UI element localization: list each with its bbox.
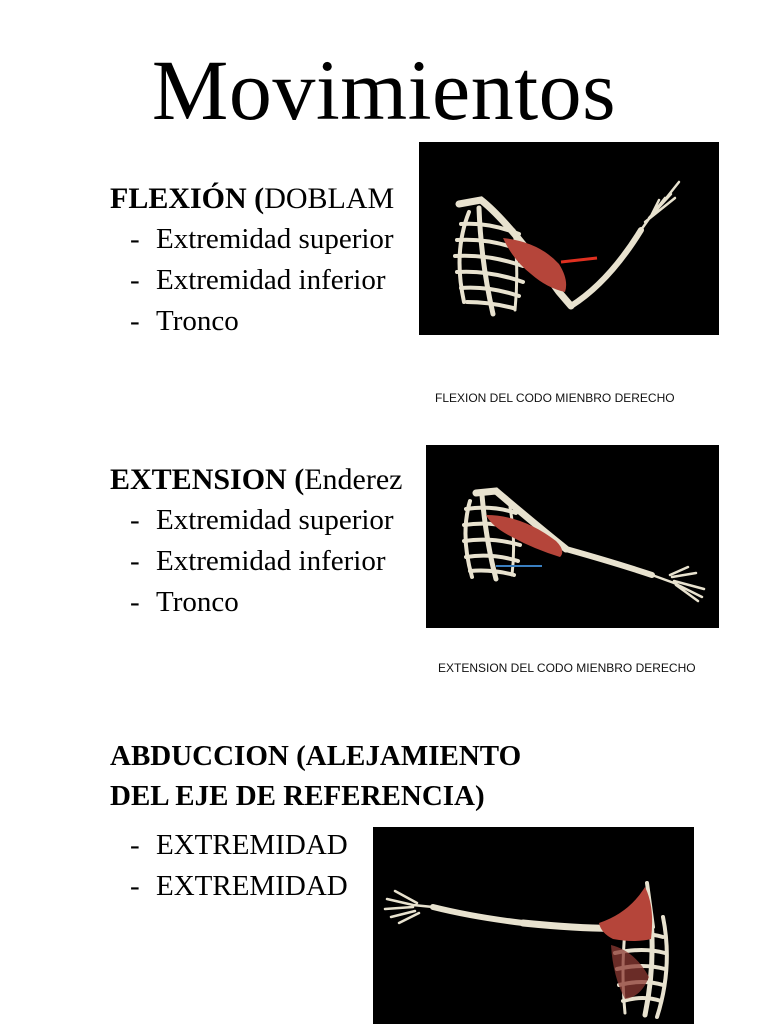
skeleton-arm-abduction-illustration: [373, 827, 694, 1024]
list-marker: -: [130, 870, 140, 902]
list-item: - Extremidad superior: [130, 219, 394, 260]
list-item: - Extremidad inferior: [130, 260, 394, 301]
list-item: - Tronco: [130, 301, 394, 342]
list-item: - EXTREMIDAD: [130, 866, 348, 907]
section-heading-flexion: [110, 181, 394, 217]
heading-bold-part: FLEXIÓN (: [110, 182, 265, 215]
section-heading-extension: [110, 462, 402, 498]
list-marker: -: [130, 829, 140, 861]
heading-rest-part: Enderez: [304, 463, 403, 496]
abduccion-image: [373, 827, 694, 1024]
extension-image: [426, 445, 719, 628]
skeleton-arm-flexion-illustration: [419, 142, 719, 335]
list-item: - Tronco: [130, 582, 394, 623]
list-marker: -: [130, 545, 140, 577]
heading-rest-part: DOBLAM: [264, 182, 395, 215]
extension-caption: EXTENSION DEL CODO MIENBRO DERECHO: [438, 661, 696, 675]
list-marker: -: [130, 586, 140, 618]
list-item: - EXTREMIDAD: [130, 825, 348, 866]
list-item: - Extremidad superior: [130, 500, 394, 541]
list-marker: -: [130, 504, 140, 536]
flexion-image: [419, 142, 719, 335]
list-marker: -: [130, 305, 140, 337]
extension-list: [130, 500, 394, 623]
flexion-list: [130, 219, 394, 342]
skeleton-arm-extension-illustration: [426, 445, 719, 628]
heading-bold-part: EXTENSION (: [110, 463, 305, 496]
list-marker: -: [130, 223, 140, 255]
heading-line: ABDUCCION (ALEJAMIENTO: [110, 740, 522, 772]
abduccion-list: [130, 825, 348, 907]
flexion-caption: FLEXION DEL CODO MIENBRO DERECHO: [435, 391, 675, 405]
section-heading-abduccion: [110, 736, 521, 816]
list-marker: -: [130, 264, 140, 296]
heading-line: DEL EJE DE REFERENCIA): [110, 780, 485, 812]
list-item: - Extremidad inferior: [130, 541, 394, 582]
page-title: Movimientos: [151, 42, 617, 138]
